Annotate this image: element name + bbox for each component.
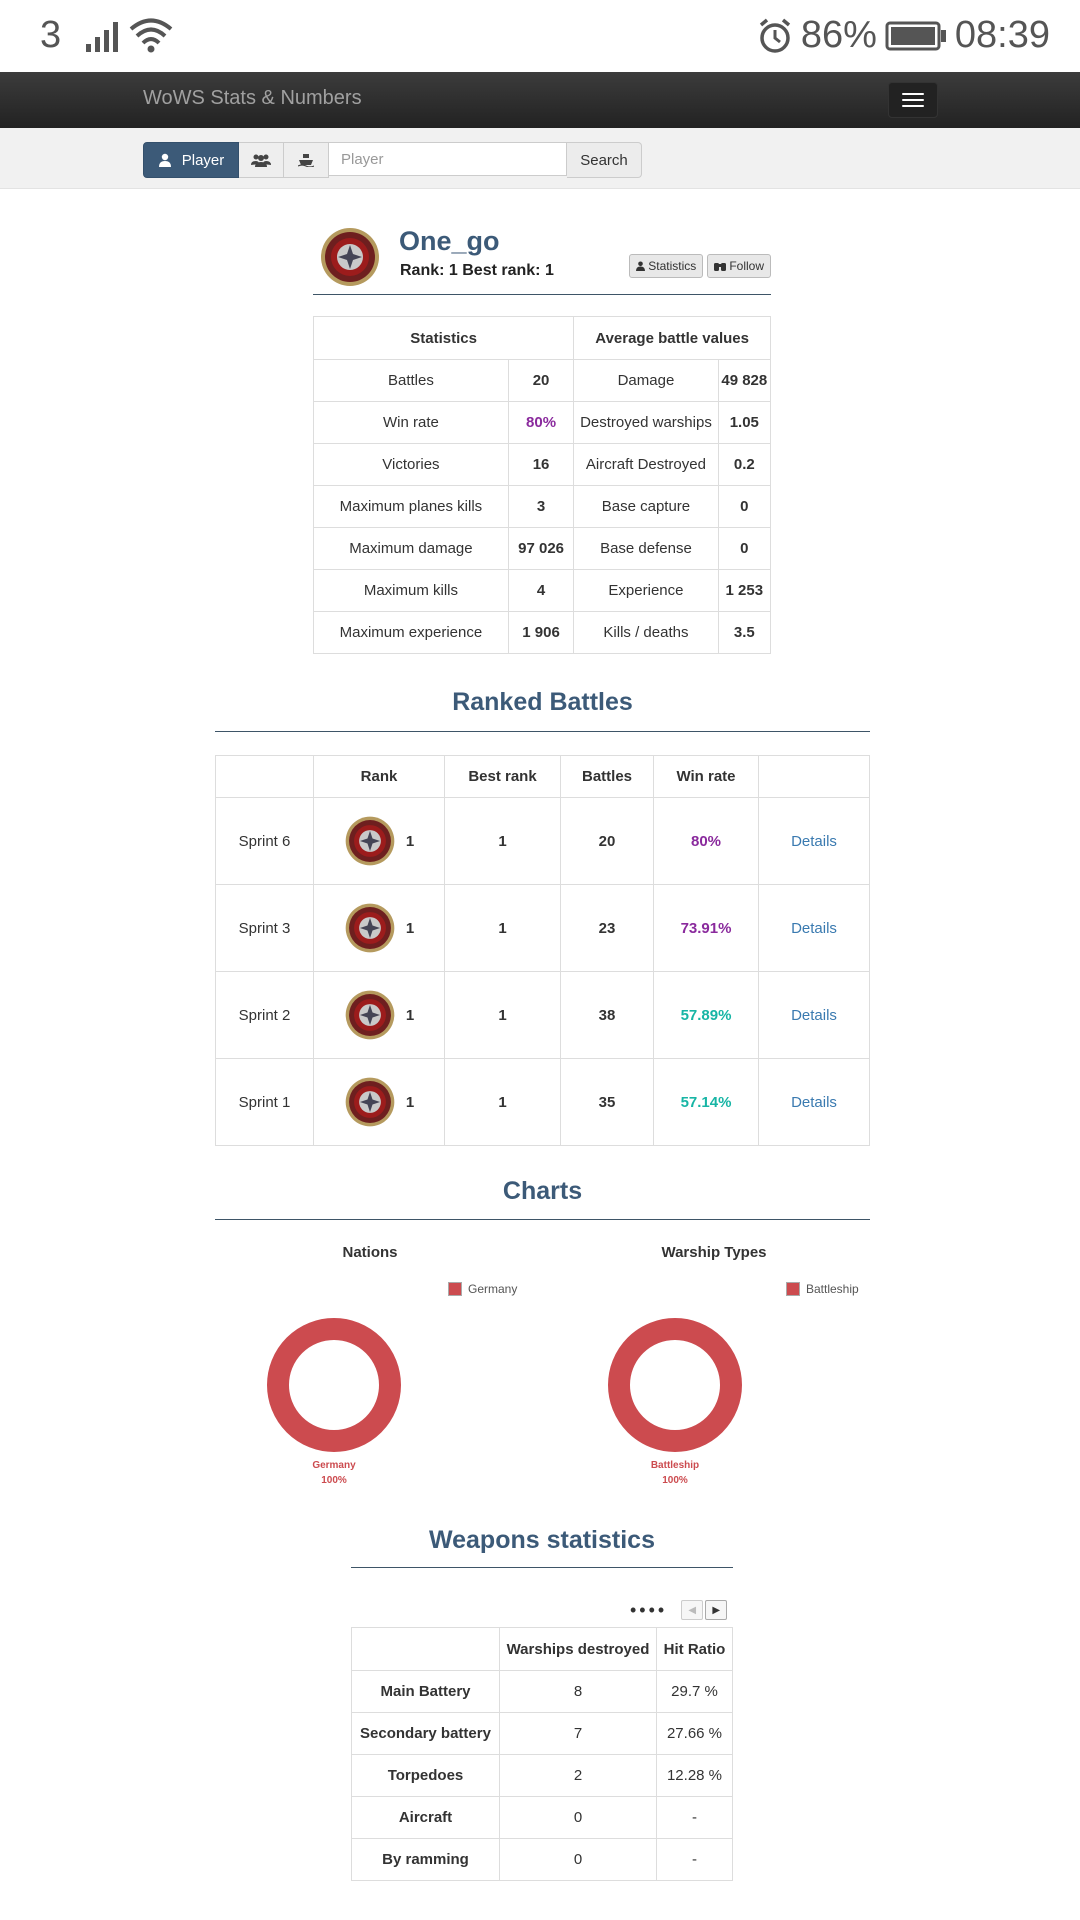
- legend-swatch: [448, 1282, 462, 1296]
- details-link[interactable]: Details: [791, 919, 837, 937]
- stats-row: [314, 360, 771, 402]
- user-icon: [158, 153, 172, 167]
- weapons-divider: [351, 1567, 733, 1568]
- player-rank: Rank: 1 Best rank: 1: [400, 262, 554, 279]
- status-bar: [0, 0, 1080, 72]
- types-slice-percent: 100%: [662, 1475, 688, 1486]
- avg-label: Base capture: [574, 486, 718, 528]
- user-icon: [636, 261, 645, 271]
- details-cell: [759, 885, 870, 972]
- rank-badge-icon: [344, 902, 396, 954]
- weapons-body: [352, 1671, 733, 1881]
- weapon-name: Secondary battery: [352, 1713, 500, 1755]
- statistics-button[interactable]: [629, 254, 703, 278]
- details-cell: [759, 1059, 870, 1146]
- average-header: Average battle values: [574, 317, 771, 360]
- weapons-column-header: Hit Ratio: [657, 1628, 733, 1671]
- ranked-column-header: Rank: [314, 756, 445, 798]
- player-tab-label: Player: [181, 151, 225, 169]
- stat-label: Victories: [314, 444, 509, 486]
- profile-actions: [625, 254, 771, 278]
- weapon-name: Torpedoes: [352, 1755, 500, 1797]
- ranked-divider: [215, 731, 870, 732]
- battery-icon: [885, 21, 947, 51]
- hit-ratio: 29.7 %: [657, 1671, 733, 1713]
- weapons-row: [352, 1755, 733, 1797]
- stats-row: [314, 444, 771, 486]
- player-tab-button[interactable]: [143, 142, 239, 178]
- player-stats-table: [313, 316, 771, 654]
- stat-value: 4: [508, 570, 573, 612]
- warships-destroyed: 8: [500, 1671, 657, 1713]
- battles: 20: [561, 798, 654, 885]
- nations-slice-label: [294, 1458, 374, 1488]
- win-rate: 80%: [654, 798, 759, 885]
- charts-title: Charts: [502, 1177, 583, 1205]
- ranked-column-header: Battles: [561, 756, 654, 798]
- binoculars-icon: [714, 261, 726, 271]
- season-name: Sprint 1: [216, 1059, 314, 1146]
- best-rank: 1: [445, 885, 561, 972]
- hit-ratio: -: [657, 1839, 733, 1881]
- types-chart-title: Warship Types: [661, 1244, 767, 1261]
- stat-value: 16: [508, 444, 573, 486]
- battles: 23: [561, 885, 654, 972]
- ranked-column-header: [216, 756, 314, 798]
- details-link[interactable]: Details: [791, 1093, 837, 1111]
- ranked-column-header: Win rate: [654, 756, 759, 798]
- brand-link[interactable]: WoWS Stats & Numbers: [143, 87, 362, 109]
- weapons-table: [351, 1627, 733, 1881]
- rank-cell: [314, 885, 445, 972]
- ranked-row: [216, 1059, 870, 1146]
- avg-value: 0: [718, 486, 770, 528]
- wifi-icon: [128, 16, 174, 56]
- weapons-row: [352, 1839, 733, 1881]
- ranked-row: [216, 798, 870, 885]
- hamburger-icon: [902, 93, 924, 95]
- weapons-row: [352, 1713, 733, 1755]
- ranked-row: [216, 972, 870, 1059]
- status-right: [749, 14, 1050, 57]
- avg-label: Experience: [574, 570, 718, 612]
- pager-prev-button[interactable]: ◀: [681, 1600, 703, 1620]
- avg-label: Base defense: [574, 528, 718, 570]
- rank-value: 1: [405, 919, 415, 937]
- avg-value: 0: [718, 528, 770, 570]
- stat-label: Maximum damage: [314, 528, 509, 570]
- ranked-row: [216, 885, 870, 972]
- details-cell: [759, 972, 870, 1059]
- types-slice-label: [635, 1458, 715, 1488]
- types-legend-label: Battleship: [806, 1282, 859, 1296]
- pager-next-button[interactable]: ▶: [705, 1600, 727, 1620]
- battles: 35: [561, 1059, 654, 1146]
- menu-toggle-button[interactable]: [888, 82, 938, 118]
- avg-value: 49 828: [718, 360, 770, 402]
- stats-row: [314, 612, 771, 654]
- carrier-label: 3: [40, 14, 62, 56]
- follow-button[interactable]: [707, 254, 771, 278]
- table-pager: [630, 1600, 727, 1620]
- ship-tab-button[interactable]: [284, 142, 329, 178]
- win-rate: 57.89%: [654, 972, 759, 1059]
- ranked-title: Ranked Battles: [452, 688, 633, 716]
- search-group: [143, 142, 642, 178]
- legend-swatch: [786, 1282, 800, 1296]
- rank-badge-icon: [344, 1076, 396, 1128]
- weapon-name: By ramming: [352, 1839, 500, 1881]
- stat-label: Maximum experience: [314, 612, 509, 654]
- weapons-column-header: [352, 1628, 500, 1671]
- signal-icon: [84, 18, 124, 54]
- details-cell: [759, 798, 870, 885]
- avg-label: Aircraft Destroyed: [574, 444, 718, 486]
- warships-destroyed: 0: [500, 1839, 657, 1881]
- stats-row: [314, 570, 771, 612]
- nations-slice-percent: 100%: [321, 1475, 347, 1486]
- weapon-name: Main Battery: [352, 1671, 500, 1713]
- stats-body: [314, 360, 771, 654]
- ranked-column-header: Best rank: [445, 756, 561, 798]
- stat-value: 1 906: [508, 612, 573, 654]
- stats-row: [314, 486, 771, 528]
- follow-label: Follow: [729, 259, 764, 273]
- types-donut-chart: [605, 1315, 745, 1455]
- nations-chart-title: Nations: [342, 1244, 398, 1261]
- season-name: Sprint 6: [216, 798, 314, 885]
- clock: 08:39: [954, 14, 1050, 56]
- avg-value: 1 253: [718, 570, 770, 612]
- hit-ratio: 12.28 %: [657, 1755, 733, 1797]
- player-name: One_go: [399, 226, 500, 256]
- rank-cell: [314, 1059, 445, 1146]
- search-button[interactable]: Search: [567, 142, 642, 178]
- search-bar: [0, 128, 1080, 189]
- stat-label: Battles: [314, 360, 509, 402]
- rank-value: 1: [405, 832, 415, 850]
- rank-cell: [314, 798, 445, 885]
- battery-percent: 86%: [800, 14, 877, 56]
- best-rank: 1: [445, 1059, 561, 1146]
- statistics-label: Statistics: [648, 259, 697, 273]
- stat-label: Maximum kills: [314, 570, 509, 612]
- win-rate: 57.14%: [654, 1059, 759, 1146]
- avg-value: 0.2: [718, 444, 770, 486]
- hit-ratio: 27.66 %: [657, 1713, 733, 1755]
- navbar: [0, 72, 1080, 128]
- rank-badge-icon: [344, 989, 396, 1041]
- ranked-body: [216, 798, 870, 1146]
- users-icon: [251, 153, 271, 167]
- pager-dots: ••••: [630, 1600, 668, 1620]
- clan-tab-button[interactable]: [239, 142, 284, 178]
- ranked-column-header: [759, 756, 870, 798]
- stat-value: 3: [508, 486, 573, 528]
- weapons-row: [352, 1797, 733, 1839]
- avg-value: 1.05: [718, 402, 770, 444]
- weapons-column-header: Warships destroyed: [500, 1628, 657, 1671]
- warships-destroyed: 2: [500, 1755, 657, 1797]
- best-rank: 1: [445, 798, 561, 885]
- details-link[interactable]: Details: [791, 1006, 837, 1024]
- details-link[interactable]: Details: [791, 832, 837, 850]
- player-search-input[interactable]: Player: [329, 142, 567, 176]
- stat-value: 97 026: [508, 528, 573, 570]
- rank-value: 1: [405, 1093, 415, 1111]
- stats-row: [314, 528, 771, 570]
- win-rate: 73.91%: [654, 885, 759, 972]
- avg-label: Damage: [574, 360, 718, 402]
- stat-value: 80%: [508, 402, 573, 444]
- weapons-title: Weapons statistics: [428, 1526, 655, 1554]
- stats-row: [314, 402, 771, 444]
- weapon-name: Aircraft: [352, 1797, 500, 1839]
- rank-value: 1: [405, 1006, 415, 1024]
- avg-label: Kills / deaths: [574, 612, 718, 654]
- battles: 38: [561, 972, 654, 1059]
- warships-destroyed: 0: [500, 1797, 657, 1839]
- best-rank: 1: [445, 972, 561, 1059]
- stat-value: 20: [508, 360, 573, 402]
- stat-label: Win rate: [314, 402, 509, 444]
- ranked-table: [215, 755, 870, 1146]
- rank-cell: [314, 972, 445, 1059]
- nations-donut-chart: [264, 1315, 404, 1455]
- types-slice-name: Battleship: [650, 1460, 700, 1471]
- weapons-row: [352, 1671, 733, 1713]
- nations-legend[interactable]: [448, 1282, 517, 1296]
- season-name: Sprint 2: [216, 972, 314, 1059]
- statistics-header: Statistics: [314, 317, 574, 360]
- rank-badge-icon: [319, 226, 381, 288]
- warships-destroyed: 7: [500, 1713, 657, 1755]
- season-name: Sprint 3: [216, 885, 314, 972]
- nations-legend-label: Germany: [468, 1282, 518, 1296]
- avg-value: 3.5: [718, 612, 770, 654]
- stat-label: Maximum planes kills: [314, 486, 509, 528]
- charts-divider: [215, 1219, 870, 1220]
- player-profile: [313, 222, 771, 295]
- avg-label: Destroyed warships: [574, 402, 718, 444]
- alarm-icon: [757, 18, 793, 54]
- types-donut-slice-battleship[interactable]: [619, 1329, 731, 1441]
- nations-slice-name: Germany: [312, 1460, 356, 1471]
- rank-badge-icon: [344, 815, 396, 867]
- ship-icon: [298, 153, 314, 167]
- nations-donut-slice-germany[interactable]: [278, 1329, 390, 1441]
- hit-ratio: -: [657, 1797, 733, 1839]
- types-legend[interactable]: [786, 1282, 859, 1296]
